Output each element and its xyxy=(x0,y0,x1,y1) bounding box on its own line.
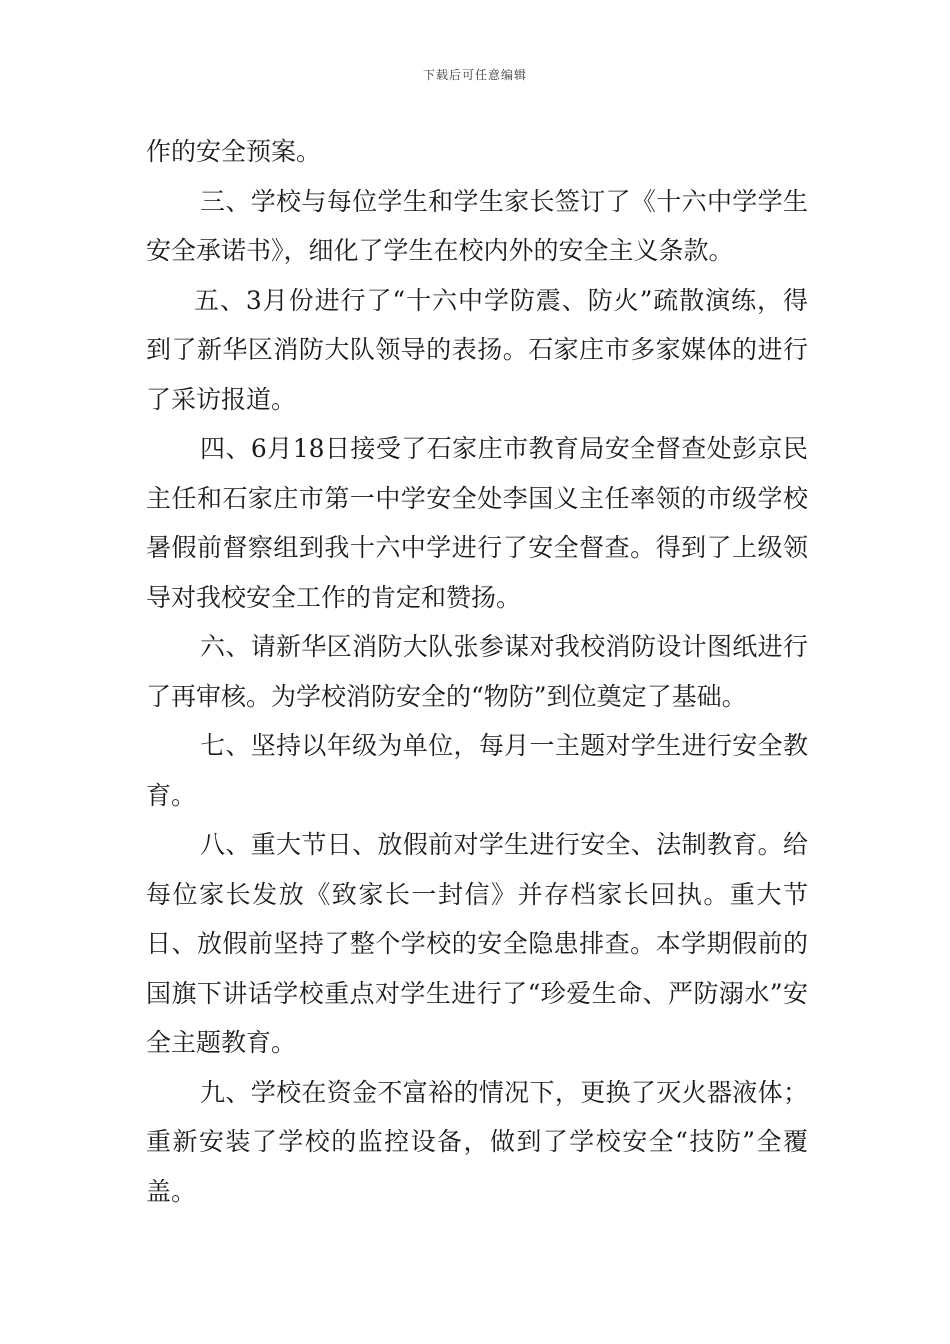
page-header: 下载后可任意编辑 xyxy=(422,68,527,82)
paragraph-item-6: 六、请新华区消防大队张参谋对我校消防设计图纸进行了再审核。为学校消防安全的“物防”到位奠定了基础。 xyxy=(146,632,808,711)
paragraph-item-4: 四、6月18日接受了石家庄市教育局安全督查处彭京民主任和石家庄市第一中学安全处李国义主任率领的市级学校暑假前督察组到我十六中学进行了安全督查。得到了上级领导对我校安全工作的肯定和赞扬。 xyxy=(146,434,808,612)
paragraph-item-5: 五、3月份进行了“十六中学防震、防火”疏散演练，得到了新华区消防大队领导的表扬。石家庄市多家媒体的进行了采访报道。 xyxy=(146,285,808,414)
paragraph-item-9: 九、学校在资金不富裕的情况下，更换了灭火器液体；重新安装了学校的监控设备，做到了学校安全“技防”全覆盖。 xyxy=(146,1077,808,1206)
paragraph-item-7: 七、坚持以年级为单位，每月一主题对学生进行安全教育。 xyxy=(146,731,808,810)
paragraph-continuation: 作的安全预案。 xyxy=(146,137,322,166)
paragraph-item-8: 八、重大节日、放假前对学生进行安全、法制教育。给每位家长发放《致家长一封信》并存档家长回执。重大节日、放假前坚持了整个学校的安全隐患排查。本学期假前的国旗下讲话学校重点对学生进行了“珍爱生命、严防溺水”安全主题教育。 xyxy=(146,830,808,1057)
document-body xyxy=(146,127,808,1216)
paragraph-item-3: 三、学校与每位学生和学生家长签订了《十六中学学生安全承诺书》，细化了学生在校内外的安全主义条款。 xyxy=(146,186,808,265)
